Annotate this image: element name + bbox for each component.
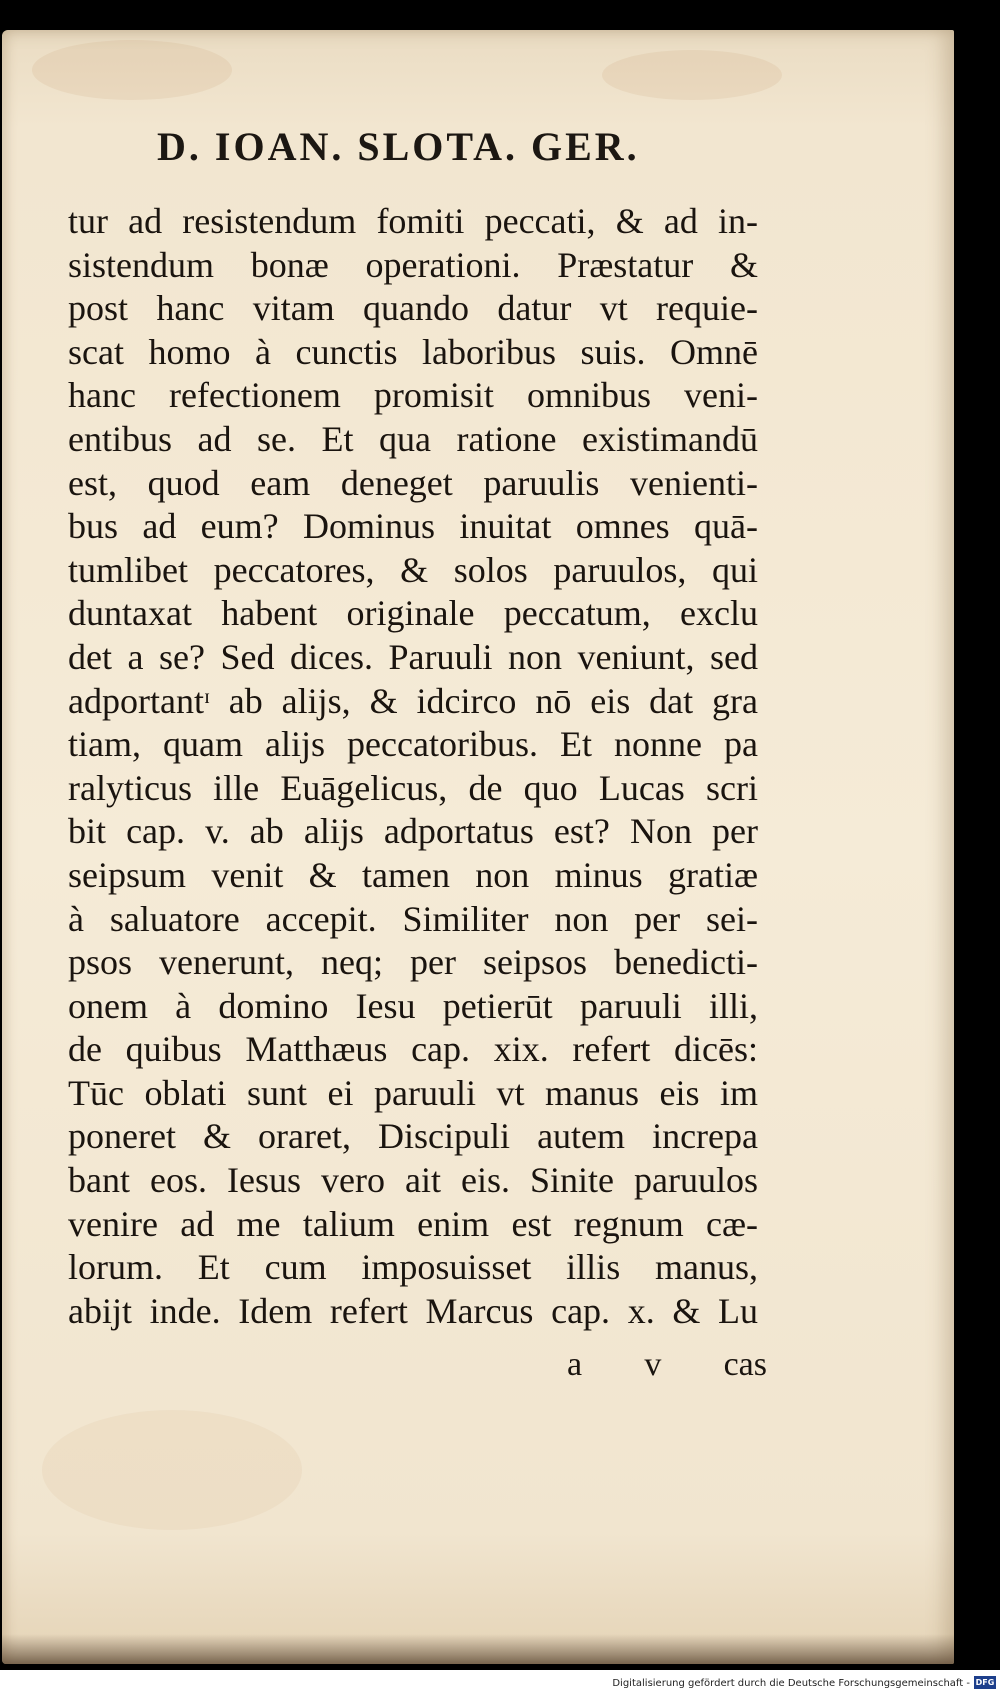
text-line: bus ad eum? Dominus inuitat omnes quā-	[68, 506, 758, 547]
page-edge-shadow	[2, 1634, 954, 1664]
text-line: duntaxat habent originale peccatum, exclu	[68, 593, 758, 634]
text-line: psos venerunt, neq; per seipsos benedicti-	[68, 942, 758, 983]
catchword: a	[567, 1346, 583, 1383]
funding-credit: Digitalisierung gefördert durch die Deutsche Forschungsgemeinschaft -	[612, 1678, 970, 1689]
text-line: entibus ad se. Et qua ratione existimandū	[68, 418, 758, 459]
catchwords	[567, 1346, 767, 1384]
book-page	[2, 30, 954, 1664]
paper-stain	[42, 1410, 302, 1530]
text-line: est, quod eam deneget paruulis venienti-	[68, 462, 758, 503]
text-line: tur ad resistendum fomiti peccati, & ad in-	[68, 201, 758, 241]
paper-stain	[32, 40, 232, 100]
text-line: Tūc oblati sunt ei paruuli vt manus eis im	[68, 1072, 758, 1113]
text-line: bant eos. Iesus vero ait eis. Sinite paruulos	[68, 1160, 758, 1201]
text-line: hanc refectionem promisit omnibus veni-	[68, 375, 758, 416]
footer-bar	[0, 1670, 1000, 1694]
running-head: D. IOAN. SLOTA. GER.	[157, 124, 640, 169]
text-line: bit cap. v. ab alijs adportatus est? Non per	[68, 811, 758, 852]
text-line: abijt inde. Idem refert Marcus cap. x. & Lu	[68, 1290, 758, 1331]
text-line: tumlibet peccatores, & solos paruulos, qui	[68, 549, 758, 590]
text-line: lorum. Et cum imposuisset illis manus,	[68, 1247, 758, 1288]
text-line: adportantᶦ ab alijs, & idcirco nō eis dat gra	[68, 680, 758, 721]
text-line: tiam, quam alijs peccatoribus. Et nonne pa	[68, 724, 758, 765]
text-line: scat homo à cunctis laboribus suis. Omnē	[68, 331, 758, 372]
text-line: poneret & oraret, Discipuli autem increpa	[68, 1116, 758, 1157]
text-line: à saluatore accepit. Similiter non per sei-	[68, 898, 758, 939]
dfg-logo: DFG	[975, 1678, 995, 1687]
catchword: cas	[723, 1346, 767, 1383]
text-line: de quibus Matthæus cap. xix. refert dicēs:	[68, 1029, 758, 1070]
text-line: sistendum bonæ operationi. Præstatur &	[68, 244, 758, 285]
body-text	[68, 200, 758, 1333]
text-line: venire ad me talium enim est regnum cæ-	[68, 1203, 758, 1244]
text-line: seipsum venit & tamen non minus gratiæ	[68, 854, 758, 895]
text-line: ralyticus ille Euāgelicus, de quo Lucas scri	[68, 767, 758, 808]
paper-stain	[602, 50, 782, 100]
catchword: v	[644, 1346, 662, 1383]
text-line: post hanc vitam quando datur vt requie-	[68, 288, 758, 329]
text-line: onem à domino Iesu petierūt paruuli illi,	[68, 985, 758, 1026]
text-line: det a se? Sed dices. Paruuli non veniunt, sed	[68, 636, 758, 677]
